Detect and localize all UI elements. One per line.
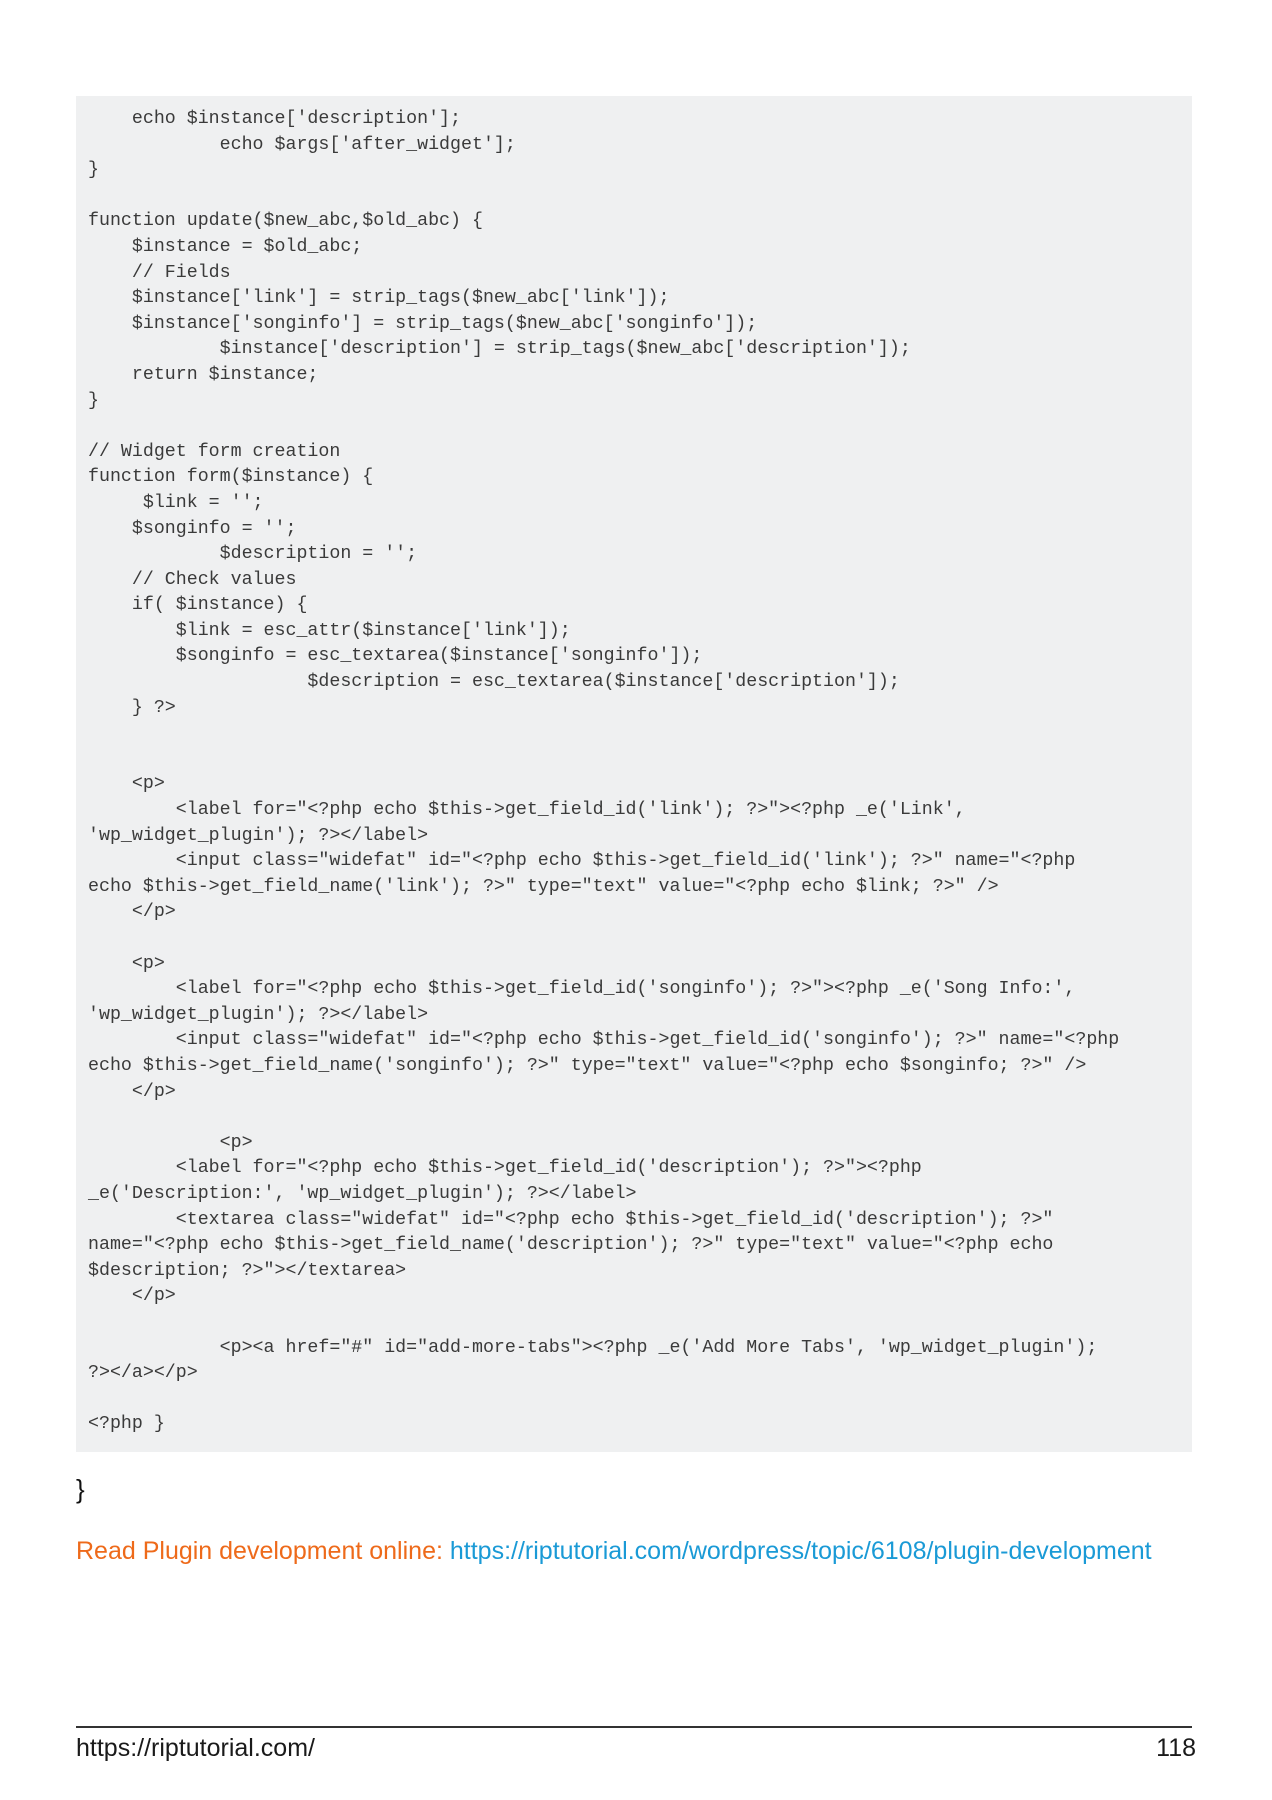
- read-online-link[interactable]: https://riptutorial.com/wordpress/topic/6108/plugin-development: [449, 1537, 1152, 1565]
- read-online-prefix: Read Plugin development online:: [76, 1537, 443, 1565]
- footer-divider: [76, 1726, 1192, 1728]
- closing-brace: }: [76, 1474, 85, 1504]
- code-block: [76, 96, 1192, 1452]
- code-text: echo $instance['description']; echo $args['after_widget']; } function update($new_abc,$old_abc) { $instance = $old_abc; // Fields $instance['link'] = strip_tags($new_abc['link']); $instance['songinfo'] = strip_tags($new_abc['songinfo']); $instance['description'] = strip_tags($new_abc['description']); return $instance; } // Widget form creation function form($instance) { $link = ''; $songinfo = ''; $description = ''; // Check values if( $instance) { $link = esc_attr($instance['link']); $songinfo = esc_textarea($instance['songinfo']); $description = esc_textarea($instance['description']); } ?> <p> <label for="<?php echo $this->get_field_id('link'); ?>"><?php _e('Link', 'wp_widget_plugin'); ?></label> <input class="widefat" id="<?php echo $this->get_field_id('link'); ?>" name="<?php echo $this->get_field_name('link'); ?>" type="text" value="<?php echo $link; ?>" /> </p> <p> <label for="<?php echo $this->get_field_id('songinfo'); ?>"><?php _e('Song Info:', 'wp_widget_plugin'); ?></label> <input class="widefat" id="<?php echo $this->get_field_id('songinfo'); ?>" name="<?php echo $this->get_field_name('songinfo'); ?>" type="text" value="<?php echo $songinfo; ?>" /> </p> <p> <label for="<?php echo $this->get_field_id('description'); ?>"><?php _e('Description:', 'wp_widget_plugin'); ?></label> <textarea class="widefat" id="<?php echo $this->get_field_id('description'); ?>" name="<?php echo $this->get_field_name('description'); ?>" type="text" value="<?php echo $description; ?>"></textarea> </p> <p><a href="#" id="add-more-tabs"><?php _e('Add More Tabs', 'wp_widget_plugin'); ?></a></p> <?php }: [88, 109, 1120, 1435]
- footer-page-number: 118: [1156, 1734, 1196, 1762]
- read-online-line: [76, 1537, 1152, 1566]
- footer-site-url: https://riptutorial.com/: [76, 1734, 315, 1762]
